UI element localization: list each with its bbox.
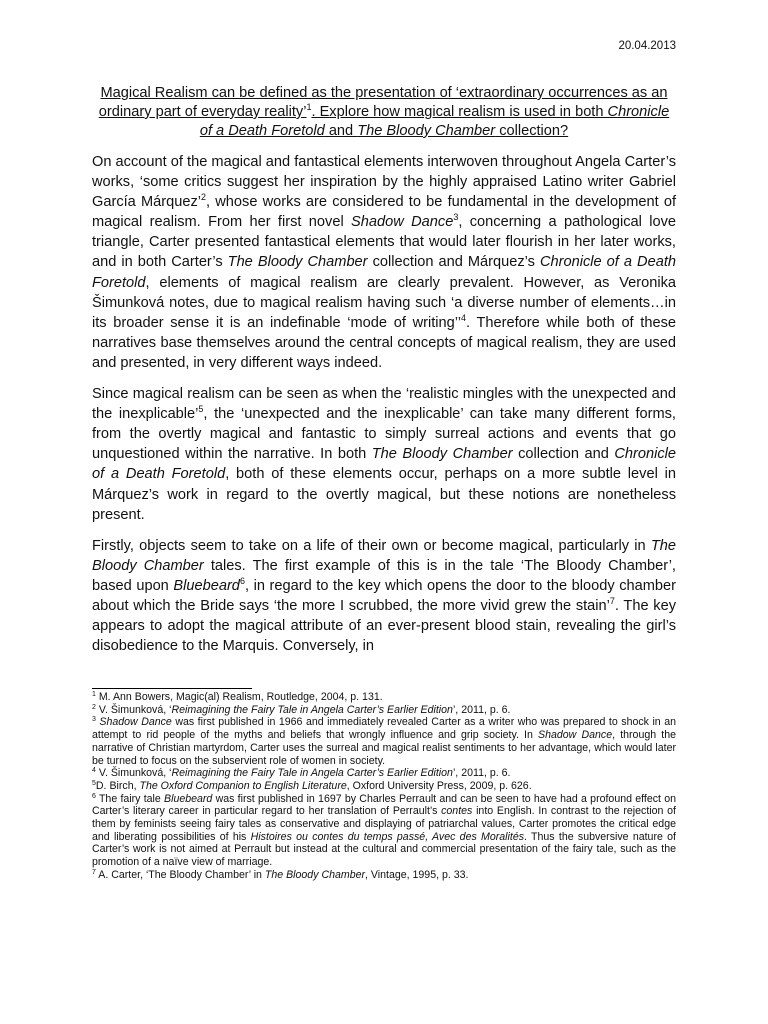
text: , Oxford University Press, 2009, p. 626. xyxy=(346,779,532,792)
essay-title xyxy=(92,84,676,141)
text: collection and Márquez’s xyxy=(367,254,540,271)
text: V. Šimunková, ‘ xyxy=(95,767,172,780)
italic-title: Bluebeard xyxy=(164,792,213,805)
text: into English. In contrast to the rejection of them by feminists seeing fairy tales as conservative and displaying of patriarchal values, Carter promotes the critical edge and liberating possibilities of his xyxy=(92,805,676,843)
italic-title: The Oxford Companion to English Literature xyxy=(139,779,347,792)
footnote-ref: 1 xyxy=(306,102,312,112)
footnotes xyxy=(92,691,676,882)
text: . Therefore while both of these narratives base themselves around the central concepts of magical realism, they are used and presented, in very different ways indeed. xyxy=(92,314,676,371)
italic-title: The Bloody Chamber xyxy=(264,868,366,881)
text: , in regard to the key which opens the door to the bloody chamber about which the Bride says ‘the more I scrubbed, the more vivid grew the stain’ xyxy=(92,577,676,614)
italic-title: Reimagining the Fairy Tale in Angela Carter’s Earlier Edition xyxy=(171,703,453,716)
italic-title: Shadow Dance xyxy=(351,214,454,231)
text: tales. The first example of this is in the tale ‘The Bloody Chamber’, based upon xyxy=(92,557,676,594)
footnote-ref: 3 xyxy=(453,212,459,223)
text: collection and xyxy=(512,446,615,463)
text: The fairy tale xyxy=(95,792,165,805)
italic-title: The Bloody Chamber xyxy=(92,537,676,574)
footnote-number: 3 xyxy=(92,716,96,724)
italic-title: Bluebeard xyxy=(173,577,240,594)
italic-title: Shadow Dance xyxy=(538,729,613,742)
footnote-number: 5 xyxy=(92,779,96,787)
text: , whose works are considered to be fundamental in the development of magical realism. From her first novel xyxy=(92,194,677,231)
title-work: The Bloody Chamber xyxy=(357,123,496,139)
text: was first published in 1966 and immediately revealed Carter as a writer who was prepared to shock in an attempt to rid people of the myths and beliefs that wrongly influence and grip society. In xyxy=(92,716,676,742)
footnote-3 xyxy=(92,716,676,767)
paragraph-3 xyxy=(92,536,676,657)
text: , concerning a pathological love triangle, Carter presented fantastical elements that would later flourish in her later works, and in both Carter’s xyxy=(92,214,676,271)
italic-title: The Bloody Chamber xyxy=(227,254,368,271)
footnote-1 xyxy=(92,691,676,704)
footnote-number: 2 xyxy=(92,703,96,711)
italic-title: Histoires ou contes du temps passé, Avec des Moralités xyxy=(250,830,525,843)
italic-title: Chronicle of a Death Foretold xyxy=(92,446,676,483)
footnote-number: 1 xyxy=(92,691,96,698)
title-part: Magical Realism can be defined as the presentation of ‘extraordinary occurrences as an ordinary part of everyday reality’ xyxy=(98,85,668,120)
text: ’, 2011, p. 6. xyxy=(452,767,511,780)
text: A. Carter, ‘The Bloody Chamber’ in xyxy=(95,868,265,881)
text: , through the narrative of Christian martyrdom, Carter uses the surreal and magical realist sentiments to her advantage, which would later be turned to focus on the subservient role of women in society. xyxy=(92,729,676,767)
footnote-7 xyxy=(92,869,676,882)
paragraph-1 xyxy=(92,152,676,373)
title-part: collection? xyxy=(495,123,569,139)
footnote-ref: 6 xyxy=(239,575,245,586)
title-work: Chronicle of a Death Foretold xyxy=(199,104,670,139)
text: M. Ann Bowers, Magic(al) Realism, Routledge, 2004, p. 131. xyxy=(95,691,383,703)
italic-title: Reimagining the Fairy Tale in Angela Carter’s Earlier Edition xyxy=(171,767,453,780)
footnote-number: 4 xyxy=(92,767,96,775)
text: On account of the magical and fantastical elements interwoven throughout Angela Carter’s works, ‘some critics suggest her inspiration by the highly appraised Latino writer Gabriel García Márquez’ xyxy=(92,154,676,211)
text: V. Šimunková, ‘ xyxy=(95,703,172,716)
footnote-ref: 5 xyxy=(198,404,204,415)
footnote-4 xyxy=(92,767,676,780)
footnote-ref: 4 xyxy=(460,312,466,323)
title-part: and xyxy=(324,123,358,139)
footnote-number: 6 xyxy=(92,792,96,800)
text: Firstly, objects seem to take on a life of their own or become magical, particularly in xyxy=(92,537,651,554)
italic-title: Shadow Dance xyxy=(95,716,172,729)
text: . Thus the subversive nature of Carter’s work is not aimed at Perrault but instead at the cultural and commercial presentation of the fairy tale, such as the promotion of a naïve view of marriage. xyxy=(92,830,676,869)
paragraph-2 xyxy=(92,384,676,525)
text: . The key appears to adopt the magical attribute of an ever-present blood stain, revealing the girl’s disobedience to the Marquis. Conversely, in xyxy=(92,597,676,655)
footnote-ref: 2 xyxy=(201,192,207,203)
text: , both of these elements occur, perhaps on a more subtle level in Márquez’s work in regard to the overtly magical, but these notions are nonetheless present. xyxy=(92,466,676,523)
footnote-ref: 7 xyxy=(609,595,615,606)
text: , Vintage, 1995, p. 33. xyxy=(365,868,469,881)
footnote-divider xyxy=(92,688,252,689)
footnote-number: 7 xyxy=(92,868,96,876)
text: was first published in 1697 by Charles Perrault and can be seen to have had a profound effect on Carter’s literary career in particular regard to her translation of Perrault’s xyxy=(92,792,676,818)
italic-title: The Bloody Chamber xyxy=(371,446,513,463)
footnote-6 xyxy=(92,793,676,869)
text: , the ‘unexpected and the inexplicable’ can take many different forms, from the overtly magical and fantastic to simply surreal actions and events that go unquestioned within the narrative. In both xyxy=(92,406,676,463)
text: ’, 2011, p. 6. xyxy=(452,703,511,716)
italic-title: contes xyxy=(441,805,473,818)
document-date: 20.04.2013 xyxy=(618,40,676,52)
text: , elements of magical realism are clearly prevalent. However, as Veronika Šimunková notes, due to magical realism having such ‘a diverse number of elements…in its broader sense it is an indefinable ‘mode of writing’’ xyxy=(92,274,676,331)
italic-title: Chronicle of a Death Foretold xyxy=(92,254,676,291)
title-part: . Explore how magical realism is used in both xyxy=(311,104,608,120)
text: D. Birch, xyxy=(95,779,140,792)
footnote-2 xyxy=(92,704,676,717)
text: Since magical realism can be seen as when the ‘realistic mingles with the unexpected and the inexplicable’ xyxy=(92,386,676,423)
essay-body xyxy=(92,152,676,667)
footnote-5 xyxy=(92,780,676,793)
